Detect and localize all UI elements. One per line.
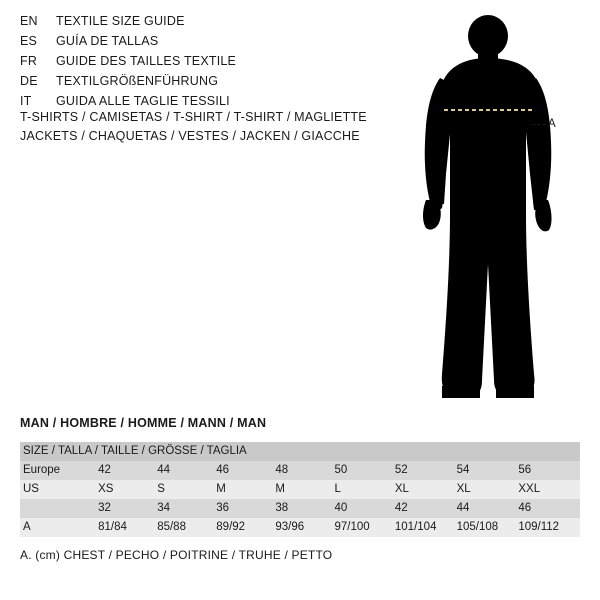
table-header-label: SIZE / TALLA / TAILLE / GRÖSSE / TAGLIA <box>23 445 247 457</box>
table-cell: 44 <box>456 502 470 514</box>
language-code: IT <box>20 94 32 108</box>
table-cell: S <box>157 483 165 495</box>
table-cell: 52 <box>394 464 408 476</box>
mannequin-figure <box>400 14 600 404</box>
table-row <box>20 461 580 480</box>
language-row <box>20 14 350 34</box>
table-cell: 38 <box>275 502 289 514</box>
table-cell: 93/96 <box>275 521 305 533</box>
table-cell: 42 <box>394 502 408 514</box>
row-label <box>20 499 98 518</box>
table-cell: M <box>275 483 285 495</box>
language-code: FR <box>20 54 38 68</box>
male-silhouette-icon <box>400 14 600 404</box>
table-cell: 40 <box>334 502 348 514</box>
language-title: GUIDA ALLE TAGLIE TESSILI <box>56 94 230 108</box>
table-cell: 105/108 <box>456 521 499 533</box>
table-cell: 36 <box>216 502 230 514</box>
category-line: JACKETS / CHAQUETAS / VESTES / JACKEN / GIACCHE <box>20 129 360 143</box>
table-cell: 56 <box>518 464 532 476</box>
language-title-list <box>20 14 350 114</box>
category-line: T-SHIRTS / CAMISETAS / T-SHIRT / T-SHIRT / MAGLIETTE <box>20 110 367 124</box>
language-row <box>20 54 350 74</box>
language-row <box>20 74 350 94</box>
table-header-row <box>20 442 580 461</box>
garment-category-list <box>20 110 420 148</box>
table-cell: XXL <box>518 483 541 495</box>
table-cell: 109/112 <box>518 521 560 533</box>
table-cell: M <box>216 483 226 495</box>
language-row <box>20 34 350 54</box>
language-title: GUÍA DE TALLAS <box>56 34 159 48</box>
table-cell: 97/100 <box>334 521 370 533</box>
table-title: MAN / HOMBRE / HOMME / MANN / MAN <box>20 416 267 430</box>
table-cell: 81/84 <box>98 521 127 533</box>
table-cell: 50 <box>334 464 348 476</box>
size-table <box>20 442 580 537</box>
table-cell: XS <box>98 483 114 495</box>
row-label: A <box>23 521 31 533</box>
table-cell: 34 <box>157 502 170 514</box>
table-cell: 89/92 <box>216 521 246 533</box>
language-title: TEXTILE SIZE GUIDE <box>56 14 185 28</box>
chest-measure-label: A <box>548 118 557 130</box>
table-cell: XL <box>456 483 471 495</box>
table-cell: 54 <box>456 464 470 476</box>
table-cell: 46 <box>216 464 230 476</box>
chest-leader-line <box>532 124 546 125</box>
table-cell: 44 <box>157 464 170 476</box>
row-label: US <box>23 483 39 495</box>
table-cell: 85/88 <box>157 521 186 533</box>
table-row <box>20 499 580 518</box>
table-note: A. (cm) CHEST / PECHO / POITRINE / TRUHE / PETTO <box>20 548 333 562</box>
table-cell: 32 <box>98 502 111 514</box>
table-cell: XL <box>394 483 409 495</box>
table-cell: L <box>334 483 341 495</box>
language-title: TEXTILGRÖßENFÜHRUNG <box>56 74 219 88</box>
language-code: DE <box>20 74 38 88</box>
table-cell: 46 <box>518 502 532 514</box>
table-cell: 48 <box>275 464 289 476</box>
row-label: Europe <box>23 464 61 476</box>
table-cell: 101/104 <box>394 521 437 533</box>
language-code: ES <box>20 34 38 48</box>
table-cell: 42 <box>98 464 111 476</box>
table-row <box>20 518 580 537</box>
language-code: EN <box>20 14 38 28</box>
language-title: GUIDE DES TAILLES TEXTILE <box>56 54 237 68</box>
table-row <box>20 480 580 499</box>
